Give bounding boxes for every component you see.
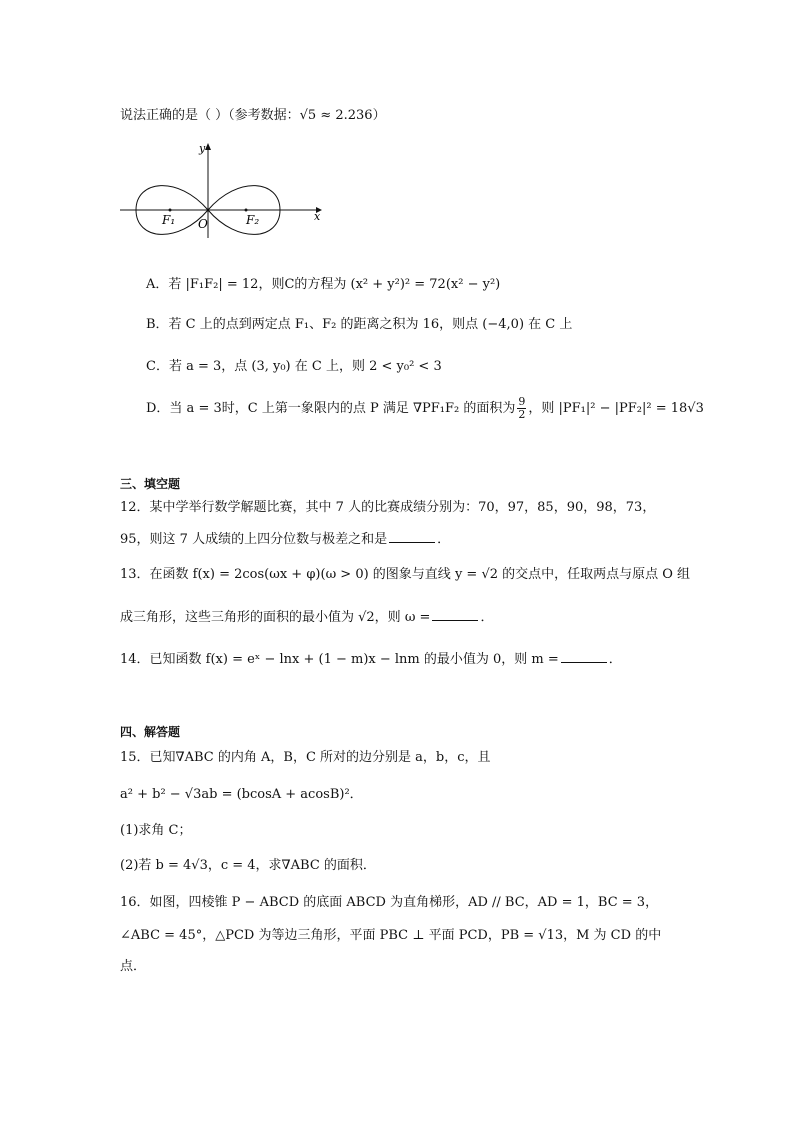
q13-line1: 13．在函数 f(x) = 2cos(ωx + φ)(ω > 0) 的图象与直线 y = √2 的交点中，任取两点与原点 O 组 <box>120 567 691 582</box>
option-d <box>146 396 704 421</box>
option-c: C．若 a = 3，点 (3, y₀) 在 C 上，则 2 < y₀² < 3 <box>146 359 442 374</box>
q13-line2-text: 成三角形，这些三角形的面积的最小值为 √2，则 ω = <box>120 610 431 625</box>
q12-line2 <box>120 530 450 549</box>
q13-line2 <box>120 608 493 627</box>
section-solution-title: 四、解答题 <box>120 725 181 739</box>
section-fill-blank-title: 三、填空题 <box>120 477 181 491</box>
option-d-fraction <box>517 396 526 421</box>
focus2-label: F₂ <box>246 213 260 227</box>
q13-answer-blank <box>432 608 478 621</box>
question-intro <box>120 107 386 125</box>
axis-x-label: x <box>314 210 321 223</box>
option-d-before: D．当 a = 3时，C 上第一象限内的点 P 满足 ∇PF₁F₂ 的面积为 <box>146 401 516 416</box>
q15-part2: (2)若 b = 4√3，c = 4，求∇ABC 的面积． <box>120 858 376 873</box>
q14-text: 14．已知函数 f(x) = eˣ − lnx + (1 − m)x − lnm 的最小值为 0，则 m = <box>120 652 559 667</box>
q14-line <box>120 650 622 669</box>
q16-line2: ∠ABC = 45°，△PCD 为等边三角形，平面 PBC ⊥ 平面 PCD，PB = √13，M 为 CD 的中 <box>120 928 662 943</box>
option-b: B．若 C 上的点到两定点 F₁、F₂ 的距离之积为 16，则点 (−4,0) 在 C 上 <box>146 317 573 332</box>
q15-part1: (1)求角 C； <box>120 823 192 838</box>
q12-end: ． <box>437 532 451 547</box>
q13-end: ． <box>480 610 494 625</box>
axis-y-label: y <box>199 142 206 155</box>
option-a: A．若 |F₁F₂| = 12，则C的方程为 (x² + y²)² = 72(x² − y²) <box>146 277 501 292</box>
lemniscate-figure <box>118 140 328 240</box>
focus1-label: F₁ <box>162 213 176 227</box>
q16-line1: 16．如图，四棱锥 P − ABCD 的底面 ABCD 为直角梯形，AD // BC，AD = 1，BC = 3， <box>120 895 659 910</box>
q15-line2: a² + b² − √3ab = (bcosA + acosB)²． <box>120 787 363 802</box>
q15-line1: 15．已知∇ABC 的内角 A，B，C 所对的边分别是 a，b，c，且 <box>120 750 491 765</box>
intro-close: ） <box>372 108 386 123</box>
intro-text: 说法正确的是（ ）（参考数据： <box>120 108 300 123</box>
fraction-denominator: 2 <box>518 408 526 421</box>
fraction-numerator: 9 <box>518 395 526 408</box>
q12-line2-text: 95，则这 7 人成绩的上四分位数与极差之和是 <box>120 532 388 547</box>
reference-value: √5 ≈ 2.236 <box>299 108 373 123</box>
q12-answer-blank <box>389 530 435 543</box>
option-d-after: ，则 |PF₁|² − |PF₂|² = 18√3 <box>528 401 704 416</box>
q12-line1: 12．某中学举行数学解题比赛，其中 7 人的比赛成绩分别为：70，97，85，90，98，73， <box>120 500 656 515</box>
origin-label: O <box>198 217 208 231</box>
q16-line3: 点． <box>120 959 147 974</box>
q14-answer-blank <box>561 650 607 663</box>
q14-end: ． <box>608 652 622 667</box>
